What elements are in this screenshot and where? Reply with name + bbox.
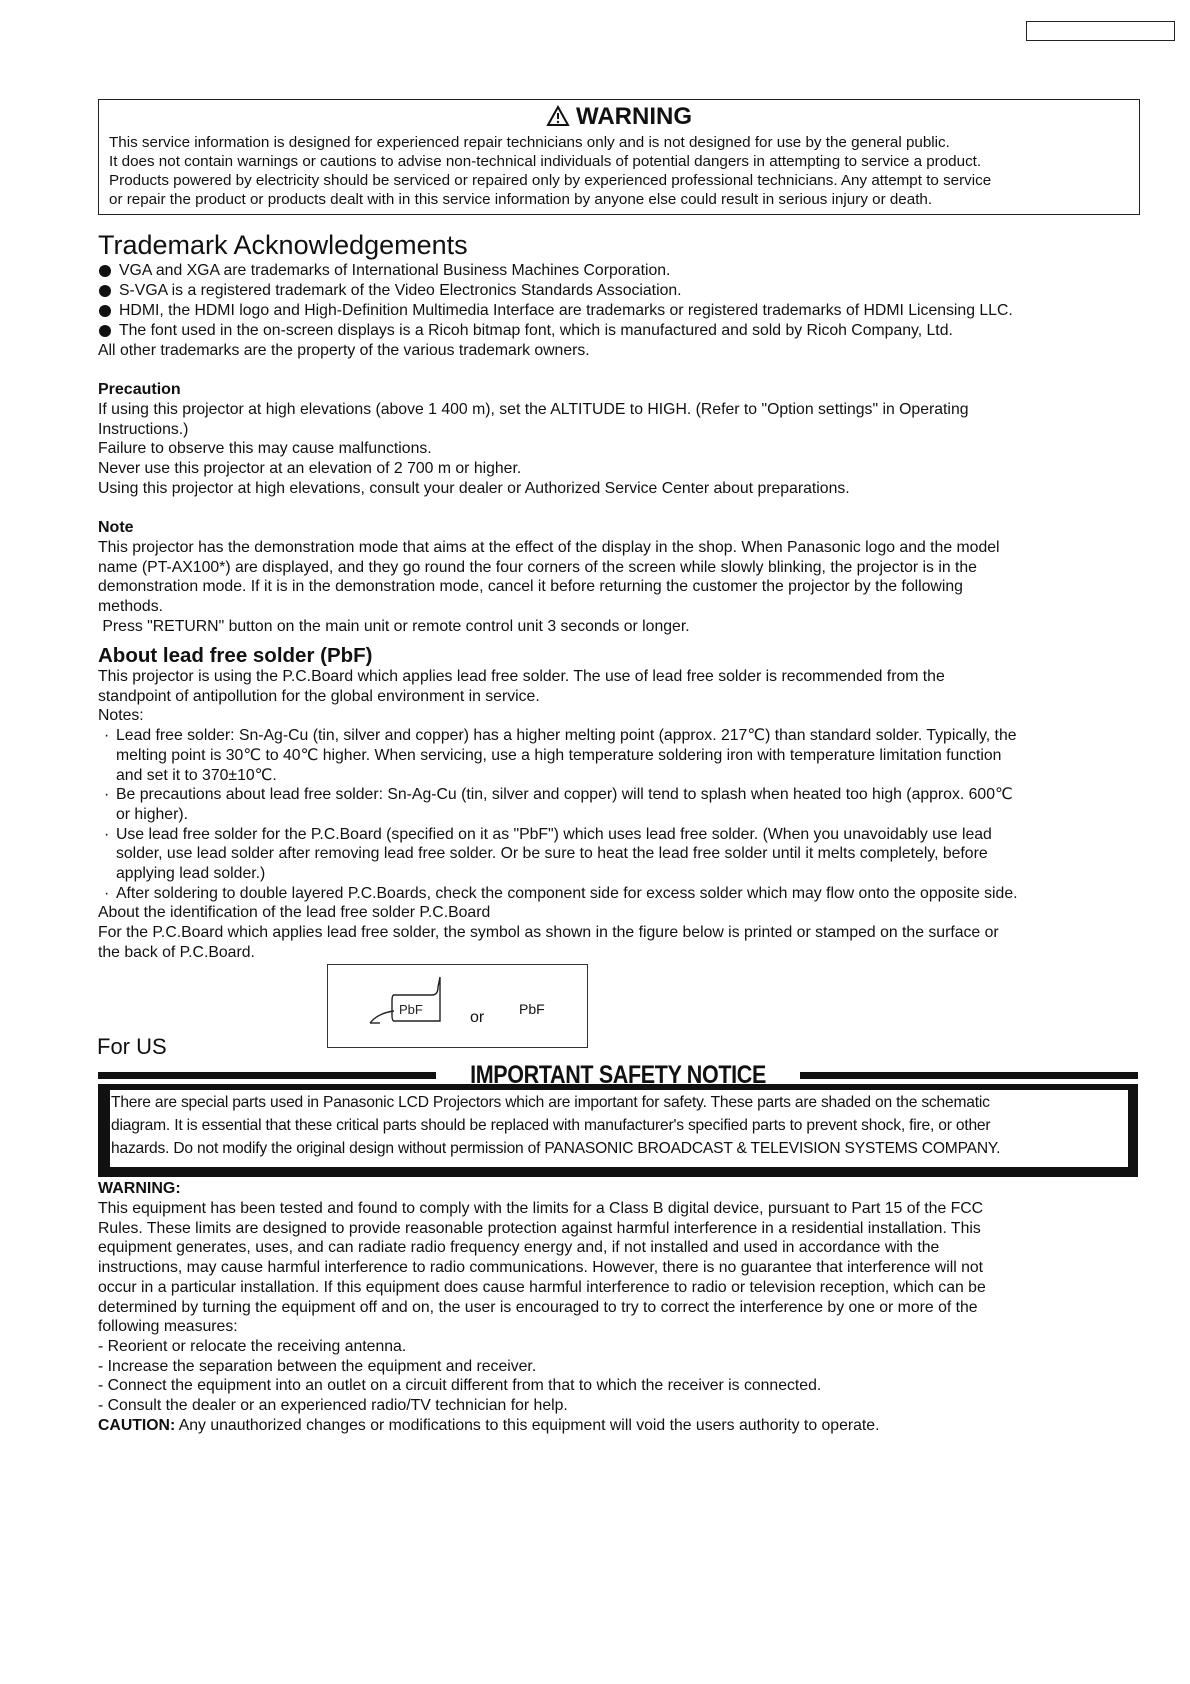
safety-line: diagram. It is essential that these critical parts should be replaced with manufacturer's specified parts to prevent shock, fire, or other	[111, 1117, 991, 1134]
fcc-line: This equipment has been tested and found to comply with the limits for a Class B digital device, pursuant to Part 15 of the FCC	[98, 1200, 984, 1217]
for-us-label: For US	[97, 1034, 167, 1059]
lead-free-title: About lead free solder (PbF)	[98, 644, 373, 667]
caution-text: Any unauthorized changes or modifications to this equipment will void the users authority to operate.	[175, 1416, 880, 1434]
bullet-icon	[99, 325, 111, 337]
fcc-line: instructions, may cause harmful interference to radio communications. However, there is no guarantee that interference will not	[98, 1259, 984, 1277]
safety-line: hazards. Do not modify the original design without permission of PANASONIC BROADCAST & TELEVISION SYSTEMS COMPANY.	[111, 1140, 1001, 1157]
note-line: This projector has the demonstration mode that aims at the effect of the display in the shop. When Panasonic logo and the model	[98, 539, 1000, 556]
dot-bullet-icon: ·	[104, 884, 110, 902]
note-line: methods.	[98, 598, 163, 616]
lead-free-section	[98, 667, 1143, 963]
fcc-line: Rules. These limits are designed to provide reasonable protection against harmful interference in a residential installation. This	[98, 1219, 981, 1237]
lead-free-intro-line: Notes:	[98, 707, 144, 725]
warning-line: This service information is designed for experienced repair technicians only and is not designed for use by the general public.	[109, 134, 950, 151]
warning-box	[98, 99, 1140, 215]
trademark-item: The font used in the on-screen displays is a Ricoh bitmap font, which is manufactured and sold by Ricoh Company, Ltd.	[98, 321, 1158, 341]
lead-free-note: · Lead free solder: Sn-Ag-Cu (tin, silver and copper) has a higher melting point (approx. 217℃) than standard solder. Typically, the melting point is 30℃ to 40℃ higher. When servicing, use a high temperature soldering iron with temperature limitation function and set it to 370±10℃.	[104, 727, 1017, 784]
fcc-line: - Increase the separation between the equipment and receiver.	[98, 1357, 537, 1375]
trademark-item: HDMI, the HDMI logo and High-Definition Multimedia Interface are trademarks or registered trademarks of HDMI Licensing LLC.	[98, 301, 1158, 321]
precaution-section	[98, 380, 1143, 499]
note-section	[98, 518, 1143, 637]
safety-bar-right	[800, 1072, 1138, 1079]
pbf-symbol-2: PbF	[519, 1001, 545, 1017]
fcc-warning-title: WARNING:	[98, 1180, 181, 1197]
dot-bullet-icon: ·	[104, 727, 110, 745]
precaution-line: If using this projector at high elevations (above 1 400 m), set the ALTITUDE to HIGH. (Refer to "Option settings" in Operating	[98, 401, 969, 418]
caution-label: CAUTION:	[98, 1416, 176, 1434]
precaution-title: Precaution	[98, 381, 181, 398]
precaution-line: Using this projector at high elevations, consult your dealer or Authorized Service Center about preparations.	[98, 479, 850, 497]
lead-free-note: · After soldering to double layered P.C.Boards, check the component side for excess solder which may flow onto the opposite side.	[104, 884, 1018, 902]
bullet-icon	[99, 285, 111, 297]
lead-free-outro-line: the back of P.C.Board.	[98, 943, 255, 961]
warning-text	[109, 133, 1129, 209]
fcc-line: determined by turning the equipment off and on, the user is encouraged to try to correct the interference by one or more of the	[98, 1298, 978, 1316]
safety-bar-left	[98, 1072, 436, 1079]
pbf-symbol-figure	[327, 964, 588, 1048]
trademarks-title: Trademark Acknowledgements	[98, 230, 468, 260]
precaution-line: Failure to observe this may cause malfunctions.	[98, 440, 432, 458]
safety-notice-title: IMPORTANT SAFETY NOTICE	[470, 1060, 766, 1089]
warning-title: WARNING	[109, 102, 1129, 132]
note-line: name (PT-AX100*) are displayed, and they go round the four corners of the screen while slowly blinking, the projector is in the	[98, 558, 977, 576]
warning-line: or repair the product or products dealt with in this service information by anyone else could result in serious injury or death.	[109, 191, 933, 208]
fcc-warning-section	[98, 1179, 1143, 1435]
lead-free-note: · Use lead free solder for the P.C.Board (specified on it as "PbF") which uses lead free solder. (When you unavoidably use lead solder, use lead solder after removing lead free solder. Or be sure to heat the lead free solder until it melts completely, before applying lead solder.)	[104, 825, 992, 883]
pbf-stamp-icon	[368, 975, 478, 1045]
note-title: Note	[98, 519, 134, 536]
lead-free-outro-line: For the P.C.Board which applies lead free solder, the symbol as shown in the figure below is printed or stamped on the surface or	[98, 924, 999, 942]
dot-bullet-icon: ·	[104, 825, 110, 843]
warning-line: Products powered by electricity should be serviced or repaired only by experienced professional technicians. Any attempt to service	[109, 172, 992, 189]
lead-free-intro-line: This projector is using the P.C.Board which applies lead free solder. The use of lead free solder is recommended from the	[98, 668, 945, 685]
safety-notice-header	[98, 1060, 1138, 1090]
dot-bullet-icon: ·	[104, 786, 110, 804]
fcc-line: occur in a particular installation. If this equipment does cause harmful interference to radio or television reception, which can be	[98, 1278, 986, 1296]
lead-free-note: · Be precautions about lead free solder: Sn-Ag-Cu (tin, silver and copper) will tend to splash when heated too high (approx. 600℃ or higher).	[104, 786, 1013, 823]
trademarks-list	[98, 261, 1158, 361]
lead-free-intro-line: standpoint of antipollution for the global environment in service.	[98, 687, 540, 705]
bullet-icon	[99, 305, 111, 317]
safety-notice-text	[110, 1090, 1128, 1167]
fcc-line: following measures:	[98, 1318, 238, 1336]
bullet-icon	[99, 265, 111, 277]
figure-or: or	[470, 1009, 485, 1026]
trademark-item: VGA and XGA are trademarks of International Business Machines Corporation.	[98, 261, 1158, 281]
trademarks-footer: All other trademarks are the property of the various trademark owners.	[98, 342, 590, 359]
note-line: Press "RETURN" button on the main unit or remote control unit 3 seconds or longer.	[98, 617, 690, 635]
precaution-line: Never use this projector at an elevation of 2 700 m or higher.	[98, 460, 522, 478]
page-number-box	[1026, 21, 1175, 41]
fcc-line: - Connect the equipment into an outlet on a circuit different from that to which the receiver is connected.	[98, 1377, 822, 1395]
precaution-line: Instructions.)	[98, 420, 189, 438]
fcc-line: - Reorient or relocate the receiving antenna.	[98, 1337, 407, 1355]
pbf-symbol-1: PbF	[399, 1002, 423, 1017]
safety-line: There are special parts used in Panasonic LCD Projectors which are important for safety. These parts are shaded on the schematic	[111, 1094, 990, 1111]
fcc-caution	[98, 1416, 1143, 1436]
trademark-item: S-VGA is a registered trademark of the Video Electronics Standards Association.	[98, 281, 1158, 301]
fcc-line: equipment generates, uses, and can radiate radio frequency energy and, if not installed and used in accordance with the	[98, 1239, 940, 1257]
warning-line: It does not contain warnings or cautions to advise non-technical individuals of potential dangers in attempting to service a product.	[109, 153, 982, 170]
warning-triangle-icon	[546, 103, 576, 130]
note-line: demonstration mode. If it is in the demonstration mode, cancel it before returning the customer the projector by the following	[98, 578, 963, 596]
lead-free-outro-line: About the identification of the lead free solder P.C.Board	[98, 904, 491, 922]
fcc-line: - Consult the dealer or an experienced radio/TV technician for help.	[98, 1397, 568, 1415]
safety-notice-box	[98, 1084, 1138, 1177]
